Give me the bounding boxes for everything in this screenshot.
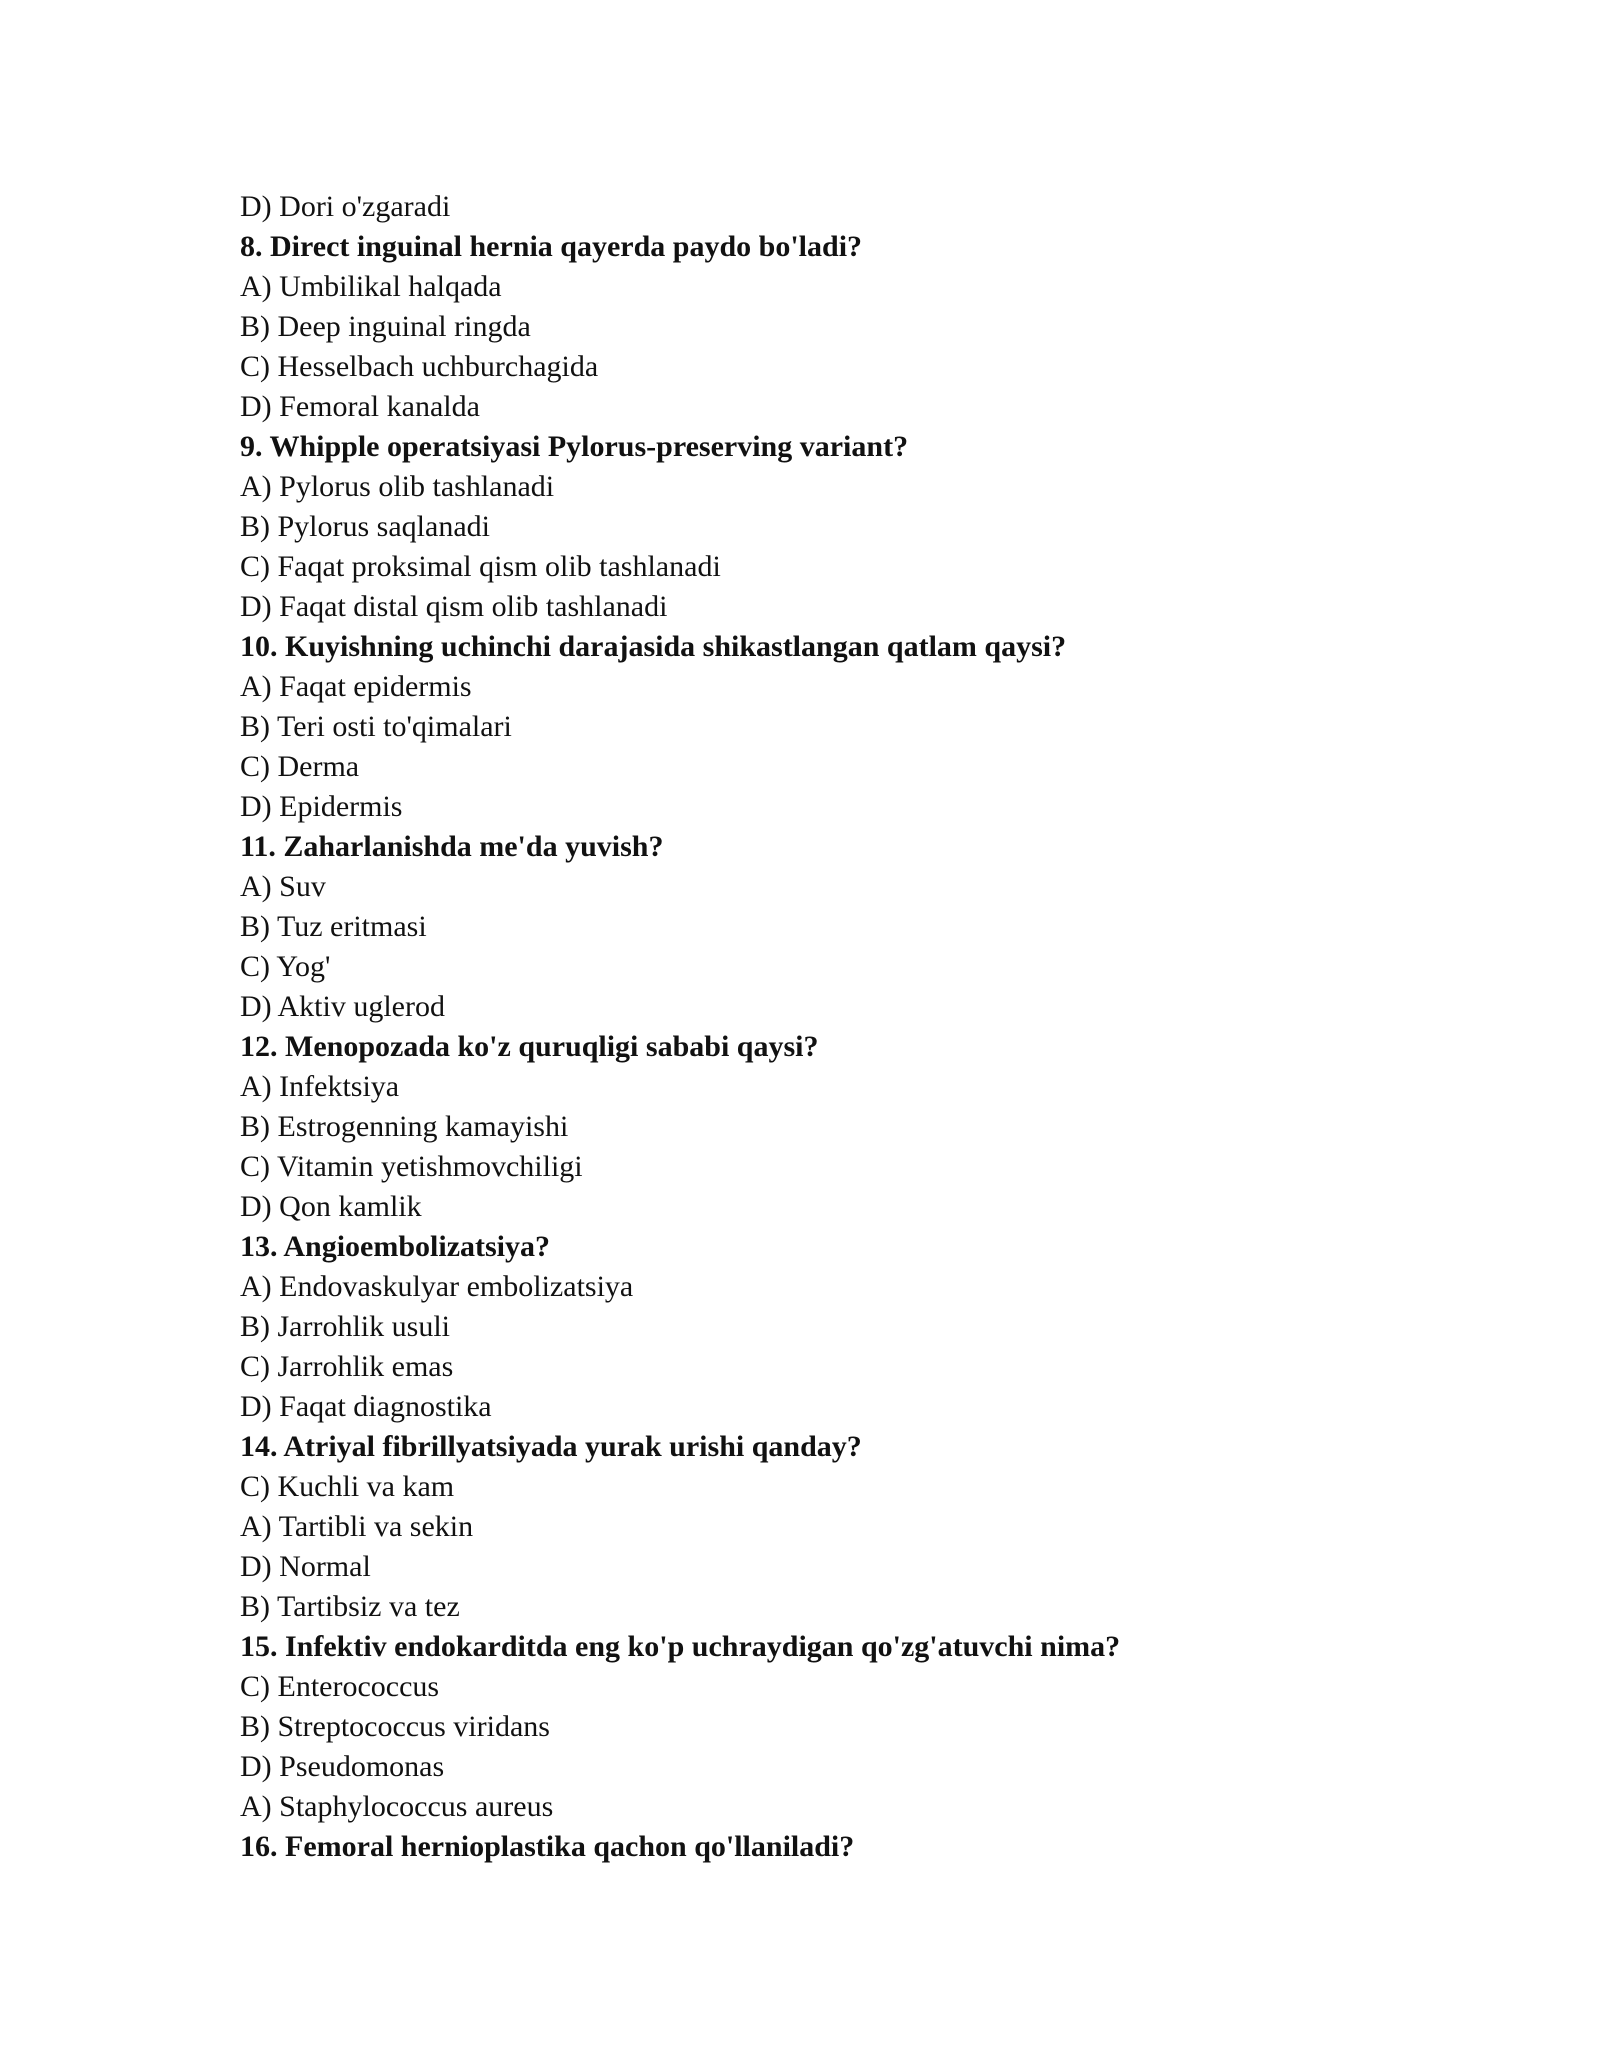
question-text: 12. Menopozada ko'z quruqligi sababi qaysi? xyxy=(240,1030,819,1063)
answer-option: A) Infektsiya xyxy=(240,1070,400,1103)
question-text: 16. Femoral hernioplastika qachon qo'llaniladi? xyxy=(240,1830,855,1863)
answer-option: B) Teri osti to'qimalari xyxy=(240,710,512,743)
question-text: 8. Direct inguinal hernia qayerda paydo bo'ladi? xyxy=(240,230,863,263)
answer-option: D) Pseudomonas xyxy=(240,1750,445,1783)
answer-option: A) Suv xyxy=(240,870,326,903)
quiz-content xyxy=(240,187,1440,1867)
question-text: 9. Whipple operatsiyasi Pylorus-preserving variant? xyxy=(240,430,909,463)
answer-option: B) Estrogenning kamayishi xyxy=(240,1110,569,1143)
answer-option: C) Kuchli va kam xyxy=(240,1470,455,1503)
answer-option: A) Pylorus olib tashlanadi xyxy=(240,470,555,503)
question-text: 11. Zaharlanishda me'da yuvish? xyxy=(240,830,664,863)
answer-option: D) Aktiv uglerod xyxy=(240,990,445,1023)
question-text: 13. Angioembolizatsiya? xyxy=(240,1230,551,1263)
answer-option: D) Faqat distal qism olib tashlanadi xyxy=(240,590,668,623)
answer-option: D) Femoral kanalda xyxy=(240,390,480,423)
answer-option: C) Enterococcus xyxy=(240,1670,440,1703)
answer-option: C) Vitamin yetishmovchiligi xyxy=(240,1150,583,1183)
question-text: 14. Atriyal fibrillyatsiyada yurak urishi qanday? xyxy=(240,1430,862,1463)
answer-option: D) Faqat diagnostika xyxy=(240,1390,492,1423)
answer-option: A) Faqat epidermis xyxy=(240,670,472,703)
answer-option: B) Tuz eritmasi xyxy=(240,910,427,943)
answer-option: B) Streptococcus viridans xyxy=(240,1710,550,1743)
answer-option: D) Epidermis xyxy=(240,790,403,823)
answer-option: C) Faqat proksimal qism olib tashlanadi xyxy=(240,550,721,583)
question-text: 15. Infektiv endokarditda eng ko'p uchraydigan qo'zg'atuvchi nima? xyxy=(240,1630,1121,1663)
answer-option: D) Qon kamlik xyxy=(240,1190,422,1223)
answer-option: B) Deep inguinal ringda xyxy=(240,310,531,343)
answer-option: D) Normal xyxy=(240,1550,371,1583)
answer-option: B) Tartibsiz va tez xyxy=(240,1590,460,1623)
answer-option: A) Tartibli va sekin xyxy=(240,1510,474,1543)
answer-option: C) Yog' xyxy=(240,950,331,983)
answer-option: D) Dori o'zgaradi xyxy=(240,190,451,223)
answer-option: B) Pylorus saqlanadi xyxy=(240,510,490,543)
answer-option: A) Staphylococcus aureus xyxy=(240,1790,554,1823)
answer-option: A) Endovaskulyar embolizatsiya xyxy=(240,1270,634,1303)
answer-option: B) Jarrohlik usuli xyxy=(240,1310,450,1343)
answer-option: C) Jarrohlik emas xyxy=(240,1350,454,1383)
answer-option: C) Derma xyxy=(240,750,360,783)
question-text: 10. Kuyishning uchinchi darajasida shikastlangan qatlam qaysi? xyxy=(240,630,1067,663)
answer-option: C) Hesselbach uchburchagida xyxy=(240,350,599,383)
answer-option: A) Umbilikal halqada xyxy=(240,270,502,303)
